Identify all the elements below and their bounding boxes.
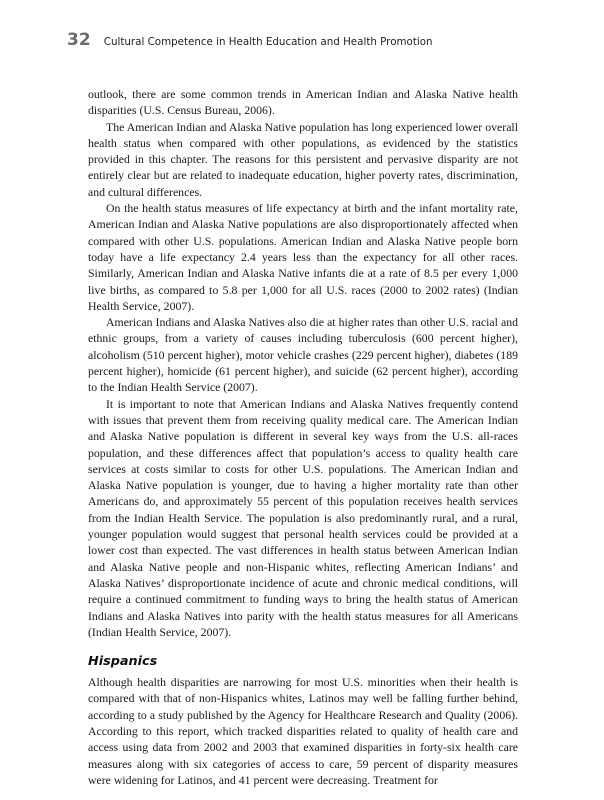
section-paragraph: Although health disparities are narrowing for most U.S. minorities when their health is compared with that of non-Hispanics whites, Latinos may well be falling further behind, according to a study published by the Agency for Healthcare Research and Quality (2006). According to this report, which tracked disparities related to quality of health care and access using data from 2002 and 2003 that examined disparities in forty-six health care measures along with six categories of access to care, 59 percent of disparity measures were widening for Latinos, and 41 percent were decreasing. Treatment for <box>88 675 518 787</box>
paragraph-continued: outlook, there are some common trends in American Indian and Alaska Native health disparities (U.S. Census Bureau, 2006). <box>88 87 518 118</box>
running-head-title: Cultural Competence in Health Education and Health Promotion <box>103 36 433 48</box>
running-head <box>67 30 433 50</box>
body-text <box>88 86 518 788</box>
paragraph: It is important to note that American Indians and Alaska Natives frequently contend with issues that prevent them from receiving quality medical care. The American Indian and Alaska Native population is different in several key ways from the U.S. all-races population, and these differences affect that population’s access to quality health care services at costs similar to costs for other U.S. populations. The American Indian and Alaska Native population is younger, due to having a higher mortality rate than other Americans do, and approximately 55 percent of this population receives health services from the Indian Health Service. The population is also predominantly rural, and a rural, younger population would suggest that personal health services could be provided at a lower cost than expected. The vast differences in health status between American Indian and Alaska Native people and non-Hispanic whites, reflecting American Indians’ and Alaska Natives’ disproportionate incidence of acute and chronic medical conditions, will require a continued commitment to funding ways to bring the health status of American Indians and Alaska Natives into parity with the health status measures for all Americans (Indian Health Service, 2007). <box>88 396 518 639</box>
page-number: 32 <box>67 30 91 50</box>
section-heading-hispanics: Hispanics <box>88 654 158 670</box>
paragraph: On the health status measures of life expectancy at birth and the infant mortality rate, American Indian and Alaska Native populations are also disproportionately affected when compared with other U.S. populations. American Indian and Alaska Native people born today have a life expectancy 2.4 years less than the expectancy for all other races. Similarly, American Indian and Alaska Native infants die at a rate of 8.5 per every 1,000 live births, as compared to 5.8 per 1,000 for all U.S. races (2000 to 2002 rates) (Indian Health Service, 2007). <box>88 201 518 313</box>
paragraph: American Indians and Alaska Natives also die at higher rates than other U.S. racial and ethnic groups, from a variety of causes including tuberculosis (600 percent higher), alcoholism (510 percent higher), motor vehicle crashes (229 percent higher), diabetes (189 percent higher), homicide (61 percent higher), and suicide (62 percent higher), according to the Indian Health Service (2007). <box>88 315 518 395</box>
paragraph: The American Indian and Alaska Native population has long experienced lower overall health status when compared with other populations, as evidenced by the statistics provided in this chapter. The reasons for this persistent and pervasive disparity are not entirely clear but are related to inadequate education, higher poverty rates, discrimination, and cultural differences. <box>88 119 518 199</box>
